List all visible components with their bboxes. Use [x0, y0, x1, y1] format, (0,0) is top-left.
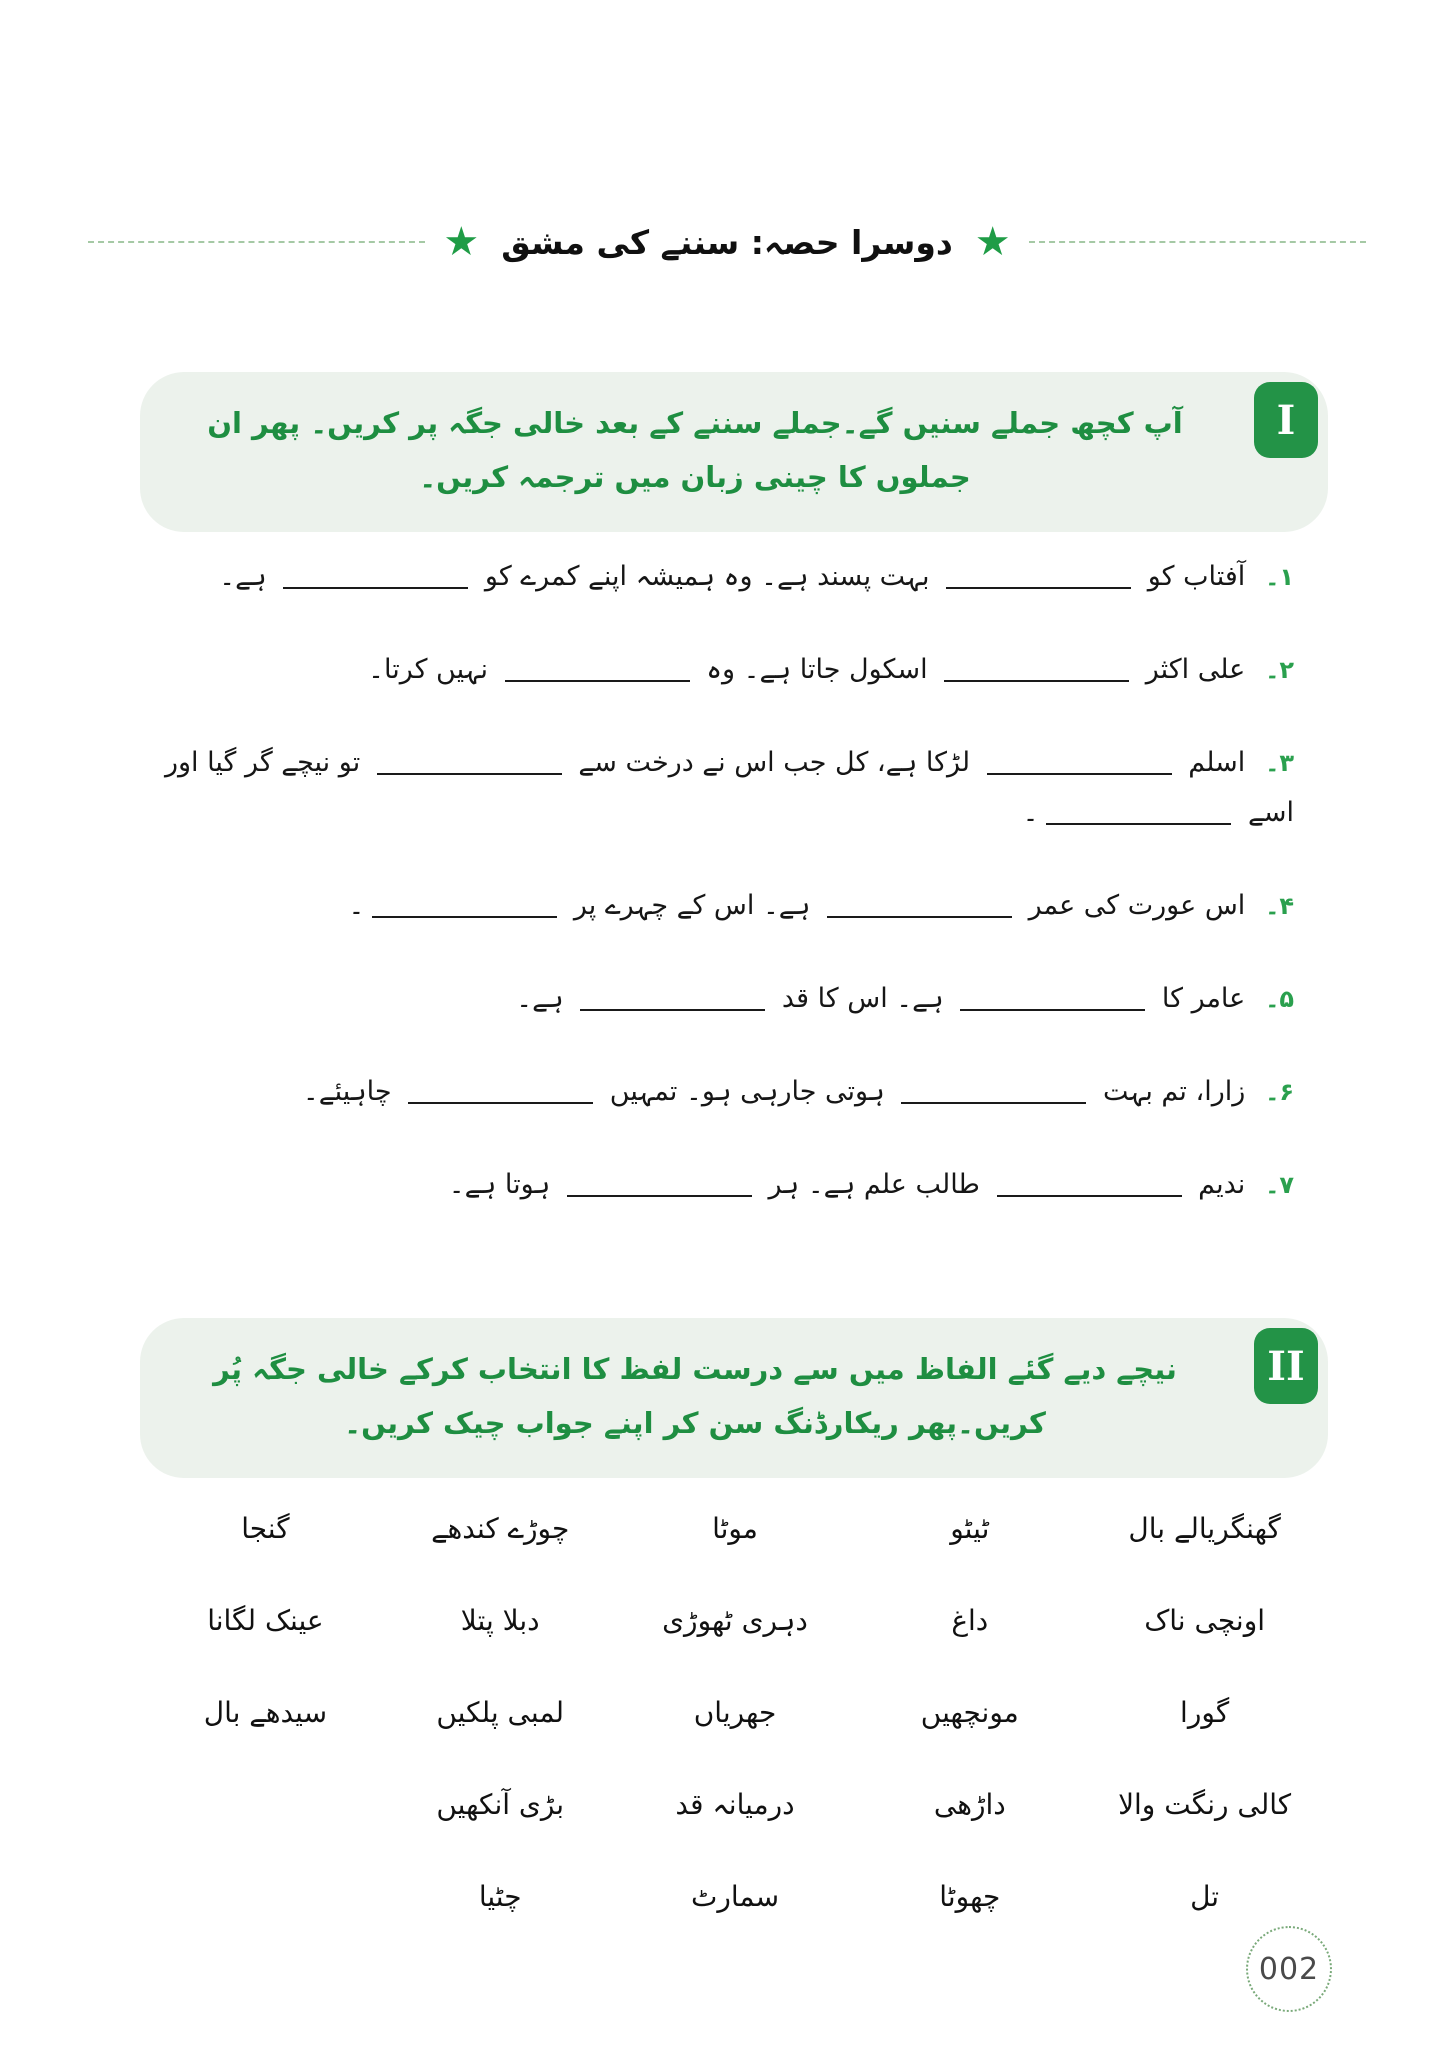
item-number: ۶۔: [1265, 1078, 1294, 1106]
word-bank-word: گورا: [1180, 1696, 1230, 1729]
item-text: اس عورت کی عمر ہے۔ اس کے چہرے پر ۔: [348, 890, 1246, 921]
word-bank-word: گھنگریالے بال: [1128, 1512, 1281, 1545]
exercise-item: [108, 881, 1294, 931]
word-bank-word: درمیانہ قد: [675, 1788, 795, 1821]
item-number: ۱۔: [1265, 563, 1294, 591]
word-bank-word: چوڑے کندھے: [431, 1512, 570, 1545]
fill-blank: [1046, 795, 1231, 825]
fill-blank: [567, 1167, 752, 1197]
item-text: آفتاب کو بہت پسند ہے۔ وہ ہمیشہ اپنے کمرے کو ہے۔: [219, 561, 1246, 592]
word-bank-word: عینک لگانا: [207, 1604, 324, 1637]
fill-blank: [372, 888, 557, 918]
word-bank-empty-cell: [148, 1781, 383, 1829]
exercise-item: [108, 1160, 1294, 1210]
star-icon: ★: [443, 219, 480, 265]
word-bank-word: داغ: [951, 1604, 989, 1637]
word-bank-empty-cell: [148, 1873, 383, 1921]
word-bank-word: گنجا: [241, 1512, 290, 1545]
word-bank-word: چھوٹا: [939, 1880, 1001, 1913]
section-1-numeral-badge: I: [1254, 382, 1318, 458]
section-2-instruction-text: نیچے دیے گئے الفاظ میں سے درست لفظ کا انتخاب کرکے خالی جگہ پُر کریں۔پھر ریکارڈنگ سن کر اپنے جواب چیک کریں۔: [213, 1352, 1177, 1440]
word-bank-word: تل: [1190, 1880, 1220, 1913]
item-number: ۳۔: [1265, 749, 1294, 777]
fill-blank: [505, 652, 690, 682]
item-text: ندیم طالب علم ہے۔ ہر ہوتا ہے۔: [448, 1169, 1246, 1200]
fill-blank: [580, 981, 765, 1011]
word-bank: [148, 1505, 1322, 1921]
word-bank-word: ٹیٹو: [950, 1512, 990, 1545]
fill-blank: [408, 1074, 593, 1104]
page-number: 002: [1258, 1951, 1320, 1987]
fill-blank: [987, 745, 1172, 775]
word-bank-word: مونچھیں: [920, 1696, 1019, 1729]
item-text: زارا، تم بہت ہوتی جارہی ہو۔ تمہیں چاہیئے۔: [302, 1076, 1246, 1107]
fill-blank: [946, 559, 1131, 589]
exercise-item: [108, 645, 1294, 695]
item-text: اسلم لڑکا ہے، کل جب اس نے درخت سے تو نیچے گر گیا اور اسے ۔: [164, 747, 1294, 828]
fill-blank: [283, 559, 468, 589]
section-1-instruction-box: [140, 372, 1328, 532]
exercise-item: [108, 974, 1294, 1024]
fill-blank: [377, 745, 562, 775]
exercise-item: [108, 1067, 1294, 1117]
word-bank-word: دہری ٹھوڑی: [662, 1604, 808, 1637]
section-2-instruction-box: [140, 1318, 1328, 1478]
word-bank-word: اونچی ناک: [1144, 1604, 1265, 1637]
word-bank-word: سیدھے بال: [203, 1696, 328, 1729]
word-bank-word: لمبی پلکیں: [436, 1696, 565, 1729]
fill-blank: [827, 888, 1012, 918]
exercise-items: [108, 552, 1294, 1253]
item-text: علی اکثر اسکول جاتا ہے۔ وہ نہیں کرتا۔: [368, 654, 1246, 685]
word-bank-word: کالی رنگت والا: [1118, 1788, 1292, 1821]
exercise-item: [108, 738, 1294, 838]
fill-blank: [901, 1074, 1086, 1104]
word-bank-word: دبلا پتلا: [460, 1604, 540, 1637]
star-icon: ★: [974, 219, 1011, 265]
page-header: [88, 219, 1366, 265]
item-number: ۷۔: [1265, 1171, 1294, 1199]
page-number-badge: [1246, 1926, 1332, 2012]
word-bank-word: سمارٹ: [690, 1880, 780, 1913]
fill-blank: [997, 1167, 1182, 1197]
word-bank-word: موٹا: [712, 1512, 758, 1545]
item-text: عامر کا ہے۔ اس کا قد ہے۔: [516, 983, 1246, 1014]
section-2-numeral-badge: II: [1254, 1328, 1318, 1404]
word-bank-word: داڑھی: [933, 1788, 1006, 1821]
fill-blank: [944, 652, 1129, 682]
word-bank-word: بڑی آنکھیں: [436, 1788, 565, 1821]
fill-blank: [960, 981, 1145, 1011]
word-bank-word: جھریاں: [693, 1696, 777, 1729]
word-bank-word: چٹیا: [478, 1880, 522, 1913]
item-number: ۲۔: [1265, 656, 1294, 684]
page-title: دوسرا حصہ: سننے کی مشق: [501, 222, 953, 262]
item-number: ۵۔: [1265, 985, 1294, 1013]
exercise-item: [108, 552, 1294, 602]
item-number: ۴۔: [1265, 892, 1294, 920]
header-divider-left: [88, 241, 425, 243]
section-1-instruction-text: آپ کچھ جملے سنیں گے۔جملے سننے کے بعد خالی جگہ پر کریں۔ پھر ان جملوں کا چینی زبان میں ترجمہ کریں۔: [207, 406, 1183, 494]
header-divider-right: [1029, 241, 1366, 243]
